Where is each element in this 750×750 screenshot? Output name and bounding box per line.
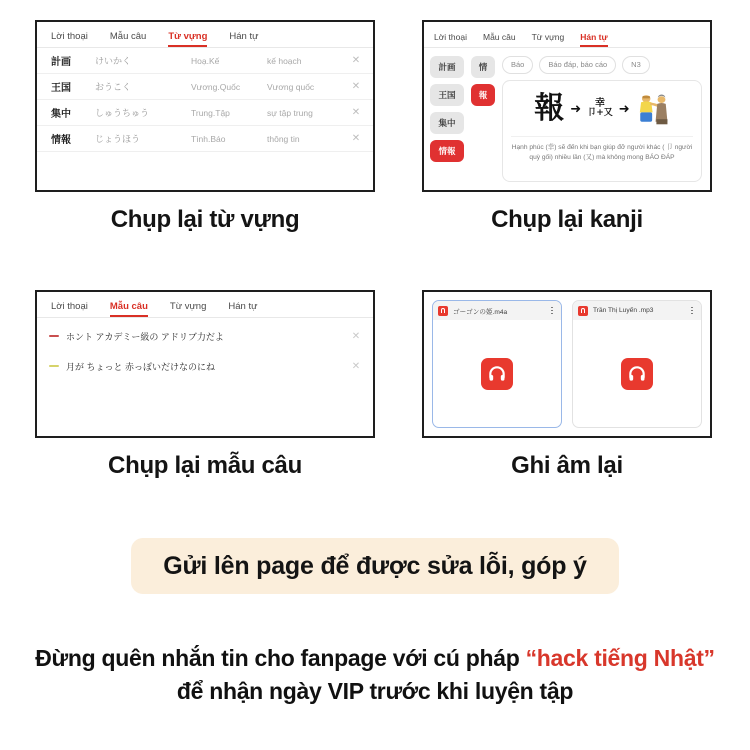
char-chip-selected[interactable]: 報 [471,84,495,106]
audio-file-name: Trần Thị Luyến .mp3 [593,307,654,314]
word-chip-selected[interactable]: 情報 [430,140,464,162]
close-icon[interactable]: ✕ [351,107,361,118]
table-row[interactable] [37,126,373,152]
sentence-list [37,324,373,378]
footer-line-2: để nhận ngày VIP trước khi luyện tập [176,677,574,704]
close-icon[interactable]: ✕ [351,55,361,66]
audio-cell [422,290,712,480]
close-icon[interactable]: ✕ [351,81,361,92]
kanji-pill-row [502,56,702,74]
kanji-body [424,48,710,190]
headphone-icon [481,358,513,390]
footer-line-1 [0,642,750,675]
vocab-meaning: thông tin [267,133,300,144]
vocab-meaning: Vương quốc [267,81,315,92]
list-item[interactable] [37,354,373,378]
sentences-caption: Chụp lại mẫu câu [108,452,302,479]
tab-han-tu[interactable]: Hán tự [229,30,259,42]
more-options-icon[interactable] [688,307,696,315]
audio-card-header [433,301,561,320]
kanji-detail [502,56,702,182]
vocab-kana: おうこく [95,82,132,92]
char-chip-column [471,56,495,182]
tab-tu-vung[interactable]: Từ vựng [169,300,207,312]
vocab-screenshot [35,20,375,192]
footer-line-1-accent: “hack tiếng Nhật” [525,645,715,671]
audio-caption: Ghi âm lại [511,452,623,479]
word-chip[interactable]: 王国 [430,84,464,106]
audio-card-header [573,301,701,320]
vocab-kana: けいかく [95,56,132,66]
vocab-meaning: kế hoạch [267,55,302,66]
vocab-meaning: sự tập trung [267,107,313,118]
vocab-hanviet: Vương.Quốc [191,81,241,92]
kanji-mnemonic-card [502,80,702,183]
vocab-table [37,48,373,152]
sentences-tabbar [37,292,373,318]
footer-line-1-prefix: Đừng quên nhắn tin cho fanpage với cú pháp [35,645,526,671]
table-row[interactable] [37,48,373,74]
plus-sign: + [596,108,604,119]
headphone-glyph [487,364,507,384]
vocab-tabbar [37,22,373,48]
vocab-hanviet: Trung.Tập [191,107,230,118]
tab-mau-cau[interactable]: Mẫu câu [482,31,516,42]
component-right: 又 [603,108,613,119]
tab-tu-vung[interactable]: Từ vựng [168,32,207,48]
arrow-icon: ➜ [570,100,582,116]
headphone-icon [621,358,653,390]
vocab-kana: しゅうちゅう [95,108,150,118]
close-icon[interactable]: ✕ [351,133,361,144]
kanji-tabbar [424,22,710,48]
pill-reading[interactable]: Báo [502,56,533,74]
kanji-mnemonic-row [534,87,669,131]
kanji-caption: Chụp lại kanji [491,206,643,233]
word-chip[interactable]: 計画 [430,56,464,78]
bullet-dash-icon [49,365,59,368]
bullet-dash-icon [49,335,59,338]
list-item[interactable] [37,324,373,348]
audio-card-row [424,292,710,436]
component-bottom [587,109,613,118]
vocab-kana: じょうほう [95,134,141,144]
vocab-kanji: 計画 [51,57,71,68]
footer-copy [0,642,750,707]
kanji-components [587,99,613,119]
vocab-caption: Chụp lại từ vựng [110,206,300,233]
kanji-cell [422,20,712,234]
table-row[interactable] [37,74,373,100]
kanji-explanation: Hạnh phúc (幸) sẽ đến khi bạn giúp đỡ người khác ( 卩 người quỳ gối) nhiều lần (又) mà không mong BÁO ĐÁP [511,136,693,163]
arrow-icon: ➜ [618,100,630,116]
audio-file-name: ゴーゴンの姫.m4a [453,308,508,316]
audio-file-icon [438,306,448,316]
tab-han-tu[interactable]: Hán tự [580,33,607,48]
helping-people-illustration [636,92,670,126]
kanji-screenshot [422,20,712,192]
tab-mau-cau[interactable]: Mẫu câu [109,30,147,42]
tab-mau-cau[interactable]: Mẫu câu [110,302,148,318]
audio-file-icon [578,306,588,316]
cta-banner-text: Gửi lên page để được sửa lỗi, góp ý [163,551,587,580]
table-row[interactable] [37,100,373,126]
audio-card[interactable] [432,300,562,428]
tab-loi-thoai[interactable]: Lời thoại [434,31,467,42]
vocab-kanji: 集中 [51,109,71,120]
vocab-hanviet: Tình.Báo [191,133,226,144]
word-chip-column [430,56,464,182]
vocab-kanji: 王国 [51,83,71,94]
more-options-icon[interactable] [548,307,556,315]
cta-banner [131,538,619,594]
headphone-glyph [627,364,647,384]
tab-han-tu[interactable]: Hán tự [228,300,258,312]
sentences-screenshot [35,290,375,438]
pill-meaning[interactable]: Báo đáp, báo cáo [539,56,616,74]
close-icon[interactable]: ✕ [351,330,361,342]
tab-tu-vung[interactable]: Từ vựng [531,31,565,42]
component-top: 幸 [594,97,605,109]
tab-loi-thoai[interactable]: Lời thoại [51,30,88,42]
audio-card[interactable] [572,300,702,428]
tab-loi-thoai[interactable]: Lời thoại [51,300,88,312]
vocab-kanji: 情報 [51,135,71,146]
kanji-character: 報 [534,90,565,126]
sentence-text: ホント アカデミー級の アドリブ力だよ [66,331,224,342]
audio-screenshot [422,290,712,438]
pill-level[interactable]: N3 [622,56,650,74]
sentences-cell [35,290,375,480]
word-chip[interactable]: 集中 [430,112,464,134]
sentence-text: 月が ちょっと 赤っぽいだけなのにね [66,361,216,372]
vocab-hanviet: Hoạ.Kế [191,55,220,66]
close-icon[interactable]: ✕ [351,360,361,372]
component-left: 卩 [587,108,597,119]
audio-card-body [433,320,561,427]
audio-card-body [573,320,701,427]
vocab-cell [35,20,375,234]
char-chip[interactable]: 情 [471,56,495,78]
